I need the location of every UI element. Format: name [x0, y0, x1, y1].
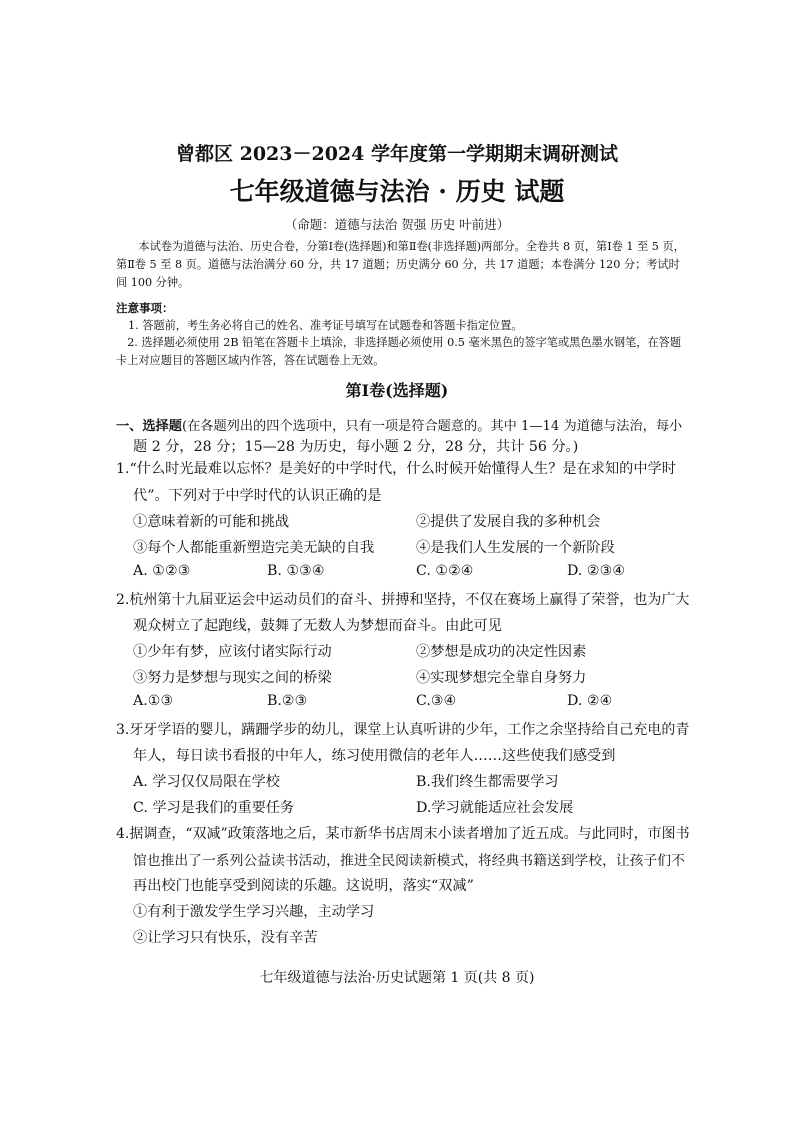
page-footer: 七年级道德与法治·历史试题第 1 页(共 8 页)	[259, 970, 535, 986]
q1-statement-4: ④是我们人生发展的一个新阶段	[416, 540, 615, 556]
section-label: 一、选择题	[116, 419, 182, 434]
q2-statement-2: ②梦想是成功的决定性因素	[416, 644, 587, 660]
q3-option-a: A. 学习仅仅局限在学校	[133, 774, 280, 790]
q4-stem-line-2: 馆也推出了一系列公益读书活动，推进全民阅读新模式，将经典书籍送到学校，让孩子们不	[133, 853, 685, 869]
q3-stem-line-1: 3.牙牙学语的婴儿，蹒跚学步的幼儿，课堂上认真听讲的少年，工作之余坚持给自己充电的青	[116, 722, 690, 738]
notes-heading: 注意事项：	[116, 301, 174, 315]
q1-statement-1: ①意味着新的可能和挑战	[133, 514, 290, 530]
q2-option-c: C.③④	[416, 693, 457, 709]
q4-statement-1: ①有利于激发学生学习兴趣，主动学习	[133, 904, 375, 920]
q1-statement-2: ②提供了发展自我的多种机会	[416, 514, 601, 530]
q4-statement-2: ②让学习只有快乐，没有辛苦	[133, 930, 318, 946]
q3-option-d: D.学习就能适应社会发展	[416, 800, 574, 816]
note-item-1: 1. 答题前，考生务必将自己的姓名、准考证号填写在试题卷和答题卡指定位置。	[128, 319, 523, 332]
section-instructions-line-2: 题 2 分，28 分；15—28 为历史，每小题 2 分，28 分，共计 56 分。)	[133, 439, 579, 455]
q1-option-b: B. ①③④	[267, 563, 325, 579]
note-item-2: 2. 选择题必须使用 2B 铅笔在答题卡上填涂，非选择题必须使用 0.5 毫米黑色的签字笔或黑色墨水钢笔，在答题卡上对应题目的答题区域内作答，答在试题卷上无效。	[116, 336, 682, 367]
q2-stem-line-2: 观众树立了起跑线，鼓舞了无数人为梦想而奋斗。由此可见	[133, 618, 502, 634]
section-instructions-line-1	[116, 415, 682, 434]
q3-option-b: B.我们终生都需要学习	[416, 774, 559, 790]
q2-statement-3: ③努力是梦想与现实之间的桥梁	[133, 670, 332, 686]
section-text: (在各题列出的四个选项中，只有一项是符合题意的。其中 1—14 为道德与法治，每小	[181, 419, 683, 434]
exam-subtitle: 七年级道德与法治 · 历史 试题	[229, 177, 565, 206]
q1-option-d: D. ②③④	[567, 563, 626, 579]
q1-statement-3: ③每个人都能重新塑造完美无缺的自我	[133, 540, 375, 556]
q1-option-c: C. ①②④	[416, 563, 474, 579]
q2-option-a: A.①③	[133, 693, 174, 709]
exam-title: 曾都区 2023－2024 学年度第一学期期末调研测试	[176, 143, 618, 165]
intro-paragraph: 本试卷为道德与法治、历史合卷，分第Ⅰ卷(选择题)和第Ⅱ卷(非选择题)两部分。全卷共 8 页，第Ⅰ卷 1 至 5 页，第Ⅱ卷 5 至 8 页。道德与法治满分 60 分，共 17 道题；历史满分 60 分，共 17 道题；本卷满分 120 分；考试时间 100 分钟。	[116, 240, 685, 289]
q4-stem-line-1: 4.据调查，“双减”政策落地之后，某市新华书店周末小读者增加了近五成。与此同时，市图书	[116, 826, 690, 842]
q2-option-d: D. ②④	[567, 693, 613, 709]
authors-line: （命题：道德与法治 贺强 历史 叶前进）	[284, 217, 510, 232]
q1-option-a: A. ①②③	[133, 563, 191, 579]
q2-statement-1: ①少年有梦，应该付诸实际行动	[133, 644, 332, 660]
q1-stem-line-2: 代”。下列对于中学时代的认识正确的是	[133, 488, 382, 504]
q2-option-b: B.②③	[267, 693, 308, 709]
q3-option-c: C. 学习是我们的重要任务	[133, 800, 295, 816]
q2-stem-line-1: 2.杭州第十九届亚运会中运动员们的奋斗、拼搏和坚持，不仅在赛场上赢得了荣誉，也为广大	[116, 592, 690, 608]
part-title: 第Ⅰ卷(选择题)	[345, 381, 449, 400]
q4-stem-line-3: 再出校门也能享受到阅读的乐趣。这说明，落实“双减”	[133, 878, 474, 894]
q3-stem-line-2: 年人，每日读书看报的中年人，练习使用微信的老年人……这些使我们感受到	[133, 748, 616, 764]
q2-statement-4: ④实现梦想完全靠自身努力	[416, 670, 587, 686]
q1-stem-line-1: 1.“什么时光最难以忘怀？是美好的中学时代，什么时候开始懂得人生？是在求知的中学时	[116, 461, 676, 477]
